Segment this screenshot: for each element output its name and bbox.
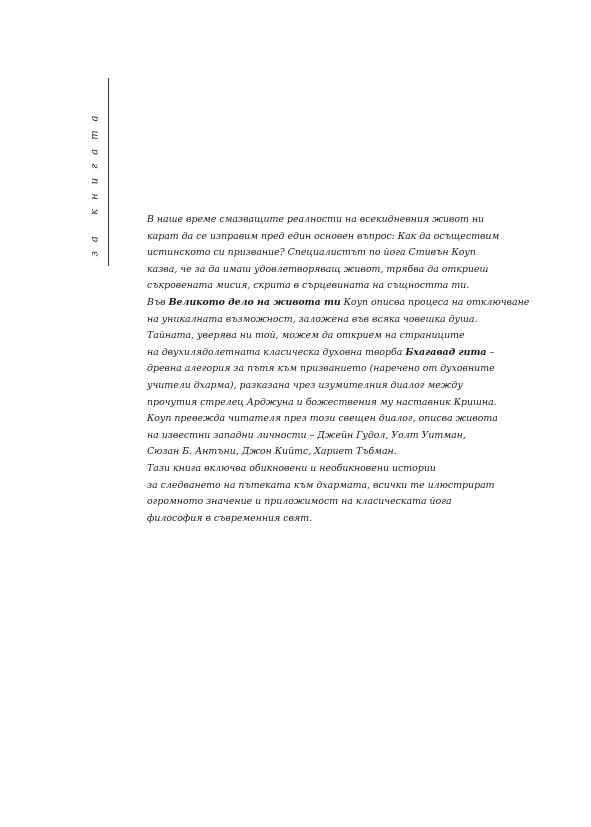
text-segment: казва, че за да имаш удовлетворяващ живот, трябва да откриеш <box>147 263 489 275</box>
text-segment: карат да се изправим пред един основен въпрос: Как да осъществим <box>147 230 500 242</box>
text-line <box>147 411 517 428</box>
text-segment: Коуп описва процеса на отключване <box>340 296 530 308</box>
section-label-text: за книгата <box>89 105 101 257</box>
text-segment: Тази книга включва обикновени и необикновени истории <box>147 462 436 474</box>
text-segment: на двухилядолетната класическа духовна творба <box>147 346 406 358</box>
section-label <box>84 96 106 266</box>
text-line <box>147 378 517 395</box>
text-segment: Сюзан Б. Антъни, Джон Кийтс, Хариет Тъбман. <box>147 446 397 458</box>
text-segment: съкровената мисия, скрита в сърцевината на същността ти. <box>147 280 470 292</box>
text-segment: – <box>486 346 495 358</box>
text-line <box>147 444 517 461</box>
text-segment: огромното значение и приложимост на класическата йога <box>147 496 452 508</box>
vertical-divider <box>108 78 109 266</box>
text-segment: Коуп превежда читателя през този свещен диалог, описва живота <box>147 413 498 425</box>
text-line <box>147 229 517 246</box>
text-line <box>147 361 517 378</box>
text-line <box>147 328 517 345</box>
text-line <box>147 395 517 412</box>
text-line <box>147 494 517 511</box>
text-segment: Тайната, уверява ни той, можем да открием на страниците <box>147 330 465 342</box>
text-segment: на известни западни личности – Джейн Гудол, Уолт Уитман, <box>147 429 466 441</box>
text-segment: древна алегория за пътя към призванието (наречено от духовните <box>147 363 495 375</box>
text-line <box>147 262 517 279</box>
text-line <box>147 478 517 495</box>
text-segment: философия в съвременния свят. <box>147 512 313 524</box>
book-description <box>147 212 530 527</box>
text-line <box>147 295 530 312</box>
text-segment: учители дхарма), разказана чрез изумителния диалог между <box>147 379 463 391</box>
text-segment: на уникалната възможност, заложена във всяка човешка душа. <box>147 313 478 325</box>
text-line <box>147 511 517 528</box>
text-segment: за следването на пътеката към дхармата, всички те илюстрират <box>147 479 495 491</box>
text-segment: прочутия стрелец Арджуна и божествения му наставник Кришна. <box>147 396 497 408</box>
book-title-text: Бхагавад гита <box>405 346 487 358</box>
text-line <box>147 245 517 262</box>
text-line <box>147 278 517 295</box>
text-segment: истинското си призвание? Специалистът по йога Стивън Коуп <box>147 247 476 259</box>
book-title-text: Великото дело на живота ти <box>168 296 341 308</box>
text-line <box>147 345 517 362</box>
text-line <box>147 428 517 445</box>
text-line <box>147 312 517 329</box>
text-line <box>147 461 517 478</box>
text-line <box>147 212 517 229</box>
text-segment: Във <box>147 296 169 308</box>
text-segment: В наше време смазващите реалности на всекидневния живот ни <box>147 214 485 225</box>
